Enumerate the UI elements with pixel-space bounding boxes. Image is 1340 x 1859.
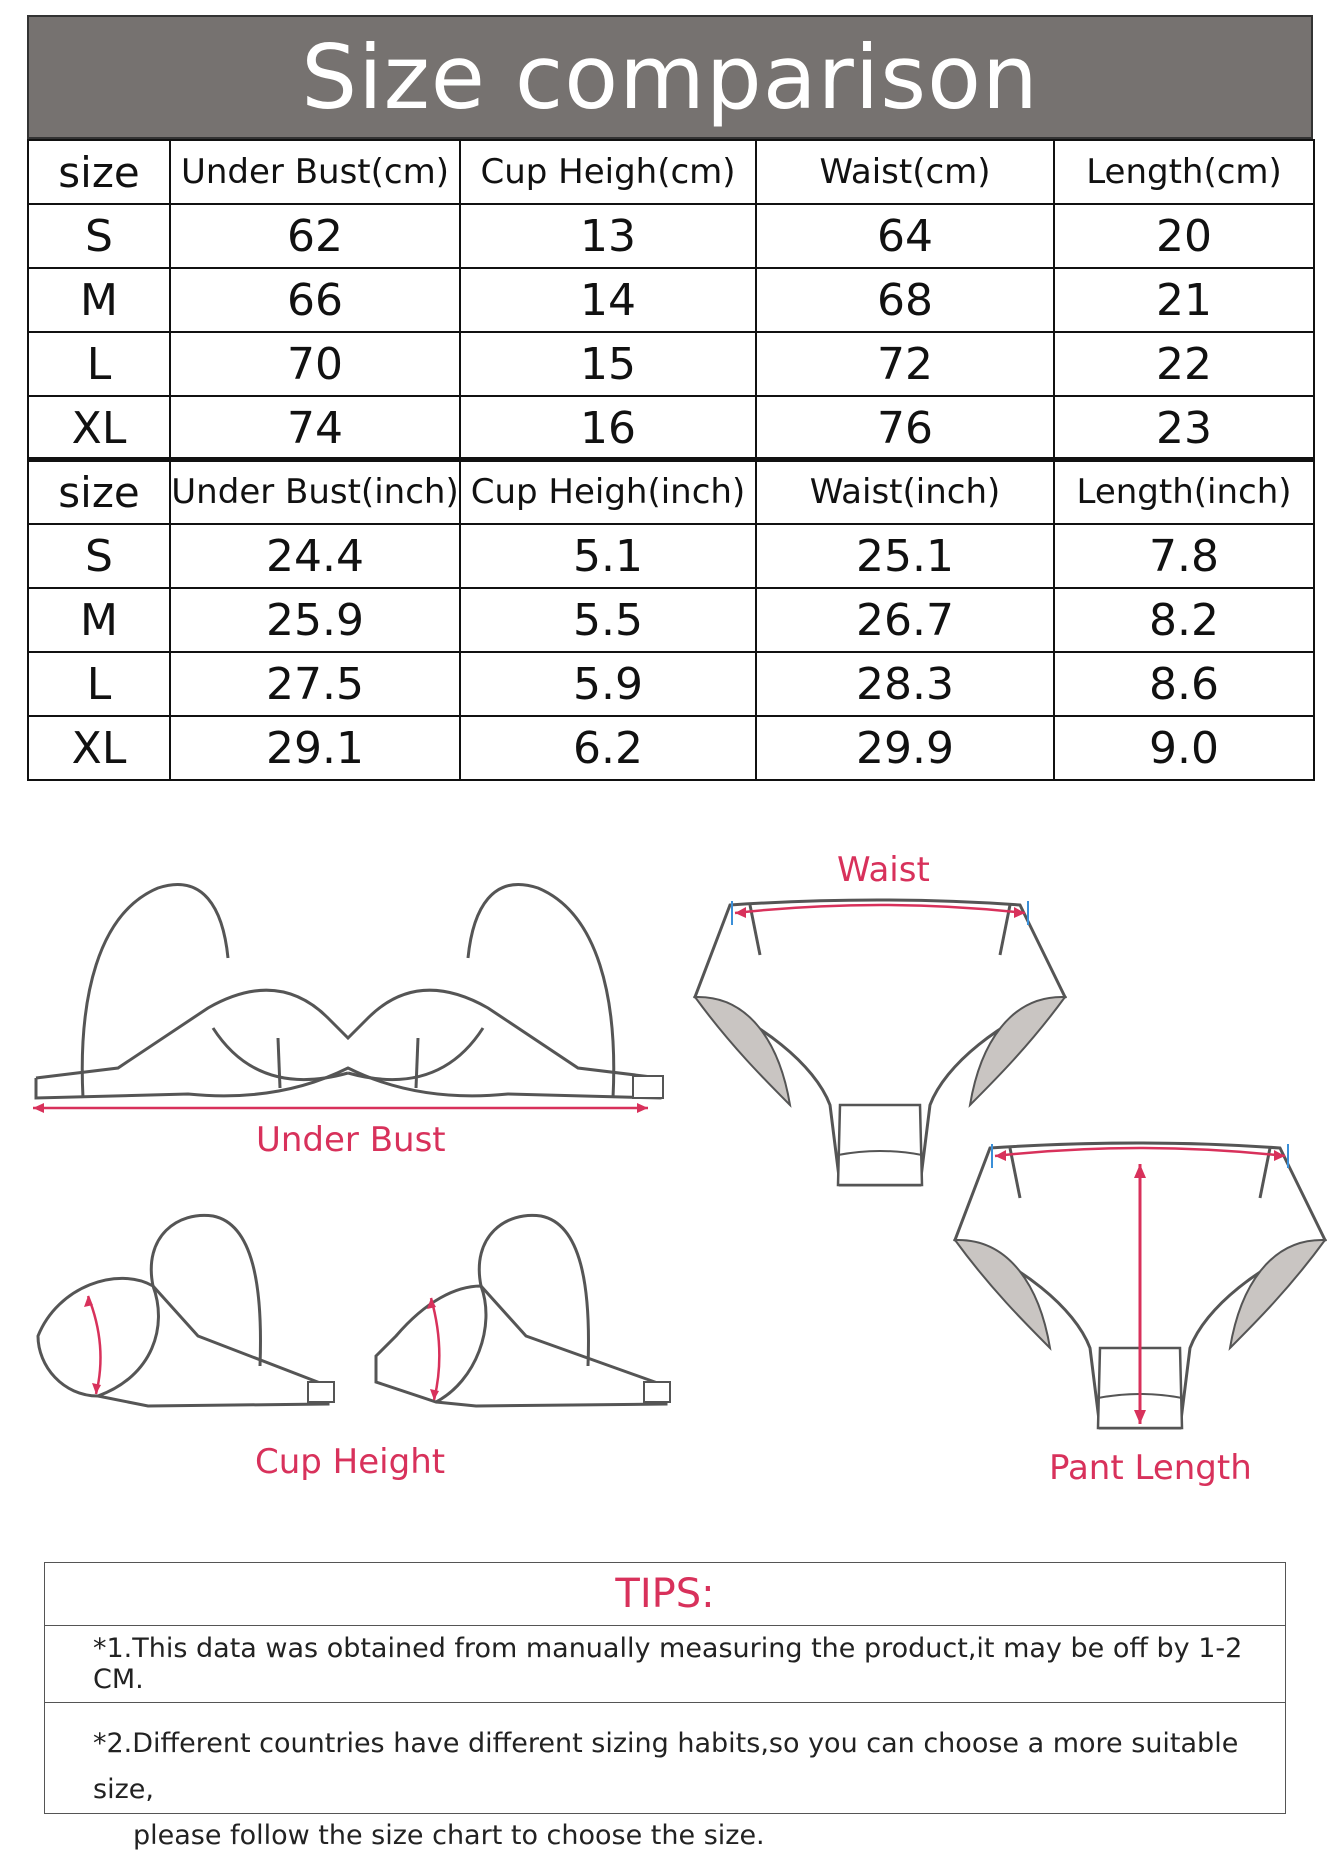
- table-cell: 68: [756, 268, 1054, 332]
- table-cell: 26.7: [756, 588, 1054, 652]
- table-cell: 27.5: [170, 652, 460, 716]
- page-title: Size comparison: [27, 15, 1313, 139]
- size-table-inch: [27, 459, 1315, 781]
- header-size: size: [28, 460, 170, 524]
- table-row: [28, 652, 1314, 716]
- table-cell: 15: [460, 332, 756, 396]
- table-cell: 21: [1054, 268, 1314, 332]
- table-row: [28, 332, 1314, 396]
- bra-under-bust-diagram: [28, 868, 668, 1128]
- table-cell: S: [28, 524, 170, 588]
- tips-heading: TIPS:: [45, 1563, 1285, 1626]
- table-cell: S: [28, 204, 170, 268]
- table-cell: 20: [1054, 204, 1314, 268]
- tip-2: [45, 1703, 1285, 1859]
- header-size: size: [28, 140, 170, 204]
- table-cell: 29.1: [170, 716, 460, 780]
- header-cup-height: Cup Heigh(cm): [460, 140, 756, 204]
- table-row: [28, 588, 1314, 652]
- table-cell: XL: [28, 716, 170, 780]
- table-cell: 14: [460, 268, 756, 332]
- table-cell: 29.9: [756, 716, 1054, 780]
- table-cell: M: [28, 268, 170, 332]
- table-header-row: [28, 460, 1314, 524]
- table-cell: 16: [460, 396, 756, 460]
- table-header-row: [28, 140, 1314, 204]
- table-cell: 22: [1054, 332, 1314, 396]
- table-cell: L: [28, 652, 170, 716]
- header-waist: Waist(cm): [756, 140, 1054, 204]
- header-under-bust: Under Bust(inch): [170, 460, 460, 524]
- bra-cup-height-diagram-right: [366, 1206, 676, 1416]
- table-cell: 13: [460, 204, 756, 268]
- table-cell: 74: [170, 396, 460, 460]
- panty-length-diagram: [950, 1128, 1330, 1448]
- header-under-bust: Under Bust(cm): [170, 140, 460, 204]
- table-cell: 66: [170, 268, 460, 332]
- table-row: [28, 716, 1314, 780]
- tip-2-line-1: *2.Different countries have different sizing habits,so you can choose a more suitable size,: [93, 1728, 1239, 1805]
- table-cell: 62: [170, 204, 460, 268]
- table-cell: 25.1: [756, 524, 1054, 588]
- table-row: [28, 268, 1314, 332]
- bra-cup-height-diagram-left: [28, 1206, 338, 1416]
- table-cell: 28.3: [756, 652, 1054, 716]
- table-divider: [27, 457, 1313, 462]
- table-cell: 8.2: [1054, 588, 1314, 652]
- table-row: [28, 524, 1314, 588]
- table-cell: M: [28, 588, 170, 652]
- table-cell: 5.9: [460, 652, 756, 716]
- table-cell: 7.8: [1054, 524, 1314, 588]
- label-waist: Waist: [837, 850, 930, 890]
- label-under-bust: Under Bust: [256, 1120, 446, 1160]
- table-cell: L: [28, 332, 170, 396]
- table-cell: 25.9: [170, 588, 460, 652]
- tip-1: *1.This data was obtained from manually measuring the product,it may be off by 1-2 CM.: [45, 1626, 1285, 1703]
- table-cell: 64: [756, 204, 1054, 268]
- table-cell: 6.2: [460, 716, 756, 780]
- header-waist: Waist(inch): [756, 460, 1054, 524]
- header-length: Length(inch): [1054, 460, 1314, 524]
- table-cell: 5.5: [460, 588, 756, 652]
- table-cell: 24.4: [170, 524, 460, 588]
- table-cell: 72: [756, 332, 1054, 396]
- table-cell: 8.6: [1054, 652, 1314, 716]
- tip-2-line-2: please follow the size chart to choose the size.: [133, 1820, 765, 1851]
- table-cell: 9.0: [1054, 716, 1314, 780]
- table-cell: 23: [1054, 396, 1314, 460]
- header-length: Length(cm): [1054, 140, 1314, 204]
- size-table-cm: [27, 139, 1315, 461]
- label-pant-length: Pant Length: [1049, 1448, 1252, 1488]
- table-row: [28, 204, 1314, 268]
- table-cell: 70: [170, 332, 460, 396]
- table-row: [28, 396, 1314, 460]
- header-cup-height: Cup Heigh(inch): [460, 460, 756, 524]
- table-cell: XL: [28, 396, 170, 460]
- table-cell: 5.1: [460, 524, 756, 588]
- table-cell: 76: [756, 396, 1054, 460]
- label-cup-height: Cup Height: [255, 1442, 446, 1482]
- tips-box: [44, 1562, 1286, 1851]
